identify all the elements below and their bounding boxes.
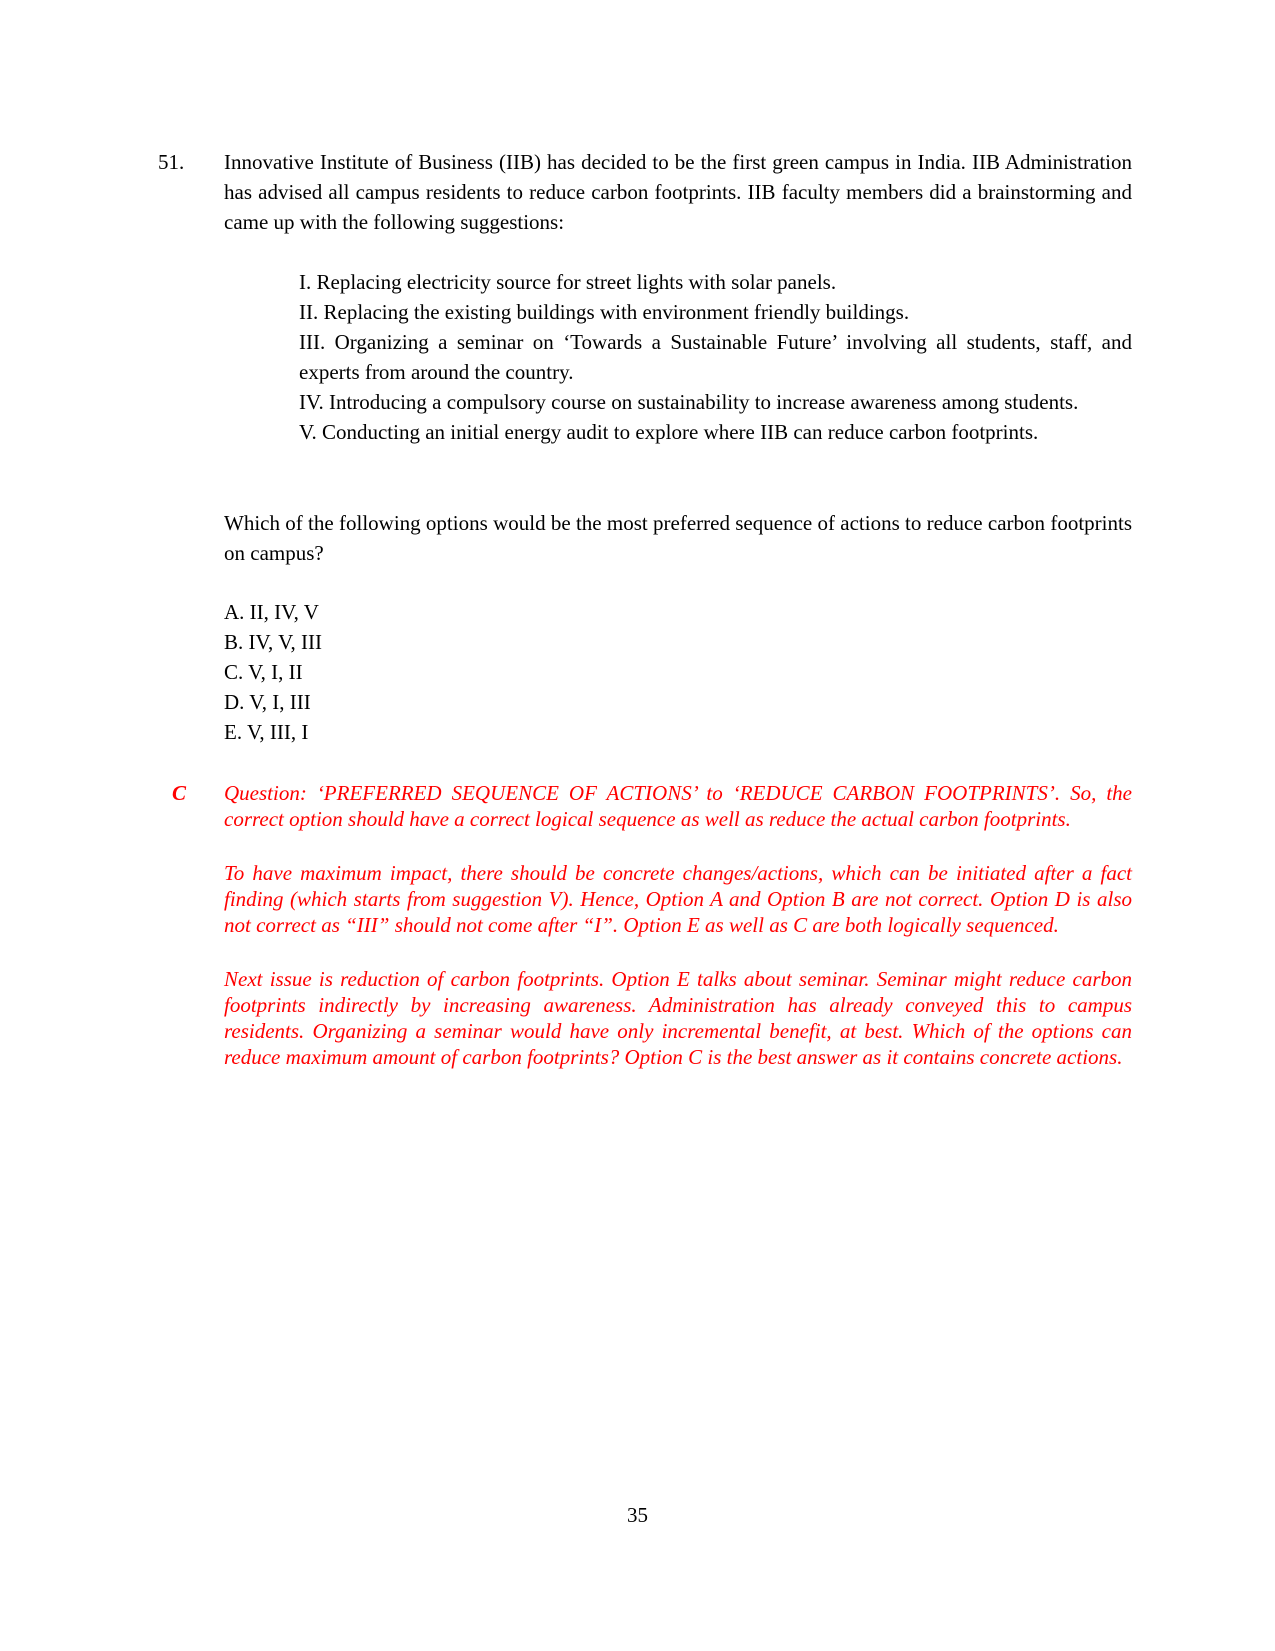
suggestion-item: IV. Introducing a compulsory course on sustainability to increase awareness among students. [299,390,1079,414]
explanation-paragraph: Question: ‘PREFERRED SEQUENCE OF ACTIONS’ to ‘REDUCE CARBON FOOTPRINTS’. So, the correct option should have a correct logical sequence as well as reduce the actual carbon footprints. [224,781,1132,831]
page-number: 35 [627,1503,648,1527]
suggestion-list [299,267,1132,447]
suggestion-item: I. Replacing electricity source for street lights with solar panels. [299,270,837,294]
option-c: C. V, I, II [224,660,303,684]
answer-key: C [172,781,187,805]
option-d: D. V, I, III [224,690,311,714]
question-stem [224,147,1132,237]
explanation-paragraph: To have maximum impact, there should be concrete changes/actions, which can be initiated after a fact finding (which starts from suggestion V). Hence, Option A and Option B are not correct. Option D is also not correct as “III” should not come after “I”. Option E as well as C are both logically sequenced. [224,861,1132,937]
question-number: 51. [158,150,185,174]
option-e: E. V, III, I [224,720,309,744]
answer-options [224,597,322,747]
answer-explanation [224,780,1132,1098]
question-prompt [224,508,1132,568]
suggestion-item: II. Replacing the existing buildings with environment friendly buildings. [299,300,910,324]
explanation-paragraph: Next issue is reduction of carbon footprints. Option E talks about seminar. Seminar might reduce carbon footprints indirectly by increasing awareness. Administration has already conveyed this to campus residents. Organizing a seminar would have only incremental benefit, at best. Which of the options can reduce maximum amount of carbon footprints? Option C is the best answer as it contains concrete actions. [224,967,1132,1069]
question-stem-text: Innovative Institute of Business (IIB) has decided to be the first green campus in India. IIB Administration has advised all campus residents to reduce carbon footprints. IIB faculty members did a brainstorming and came up with the following suggestions: [224,150,1132,234]
suggestion-item: V. Conducting an initial energy audit to explore where IIB can reduce carbon footprints. [299,420,1039,444]
question-prompt-text: Which of the following options would be the most preferred sequence of actions to reduce carbon footprints on campus? [224,511,1132,565]
option-a: A. II, IV, V [224,600,319,624]
option-b: B. IV, V, III [224,630,323,654]
suggestion-item: III. Organizing a seminar on ‘Towards a Sustainable Future’ involving all students, staff, and experts from around the country. [299,330,1132,384]
